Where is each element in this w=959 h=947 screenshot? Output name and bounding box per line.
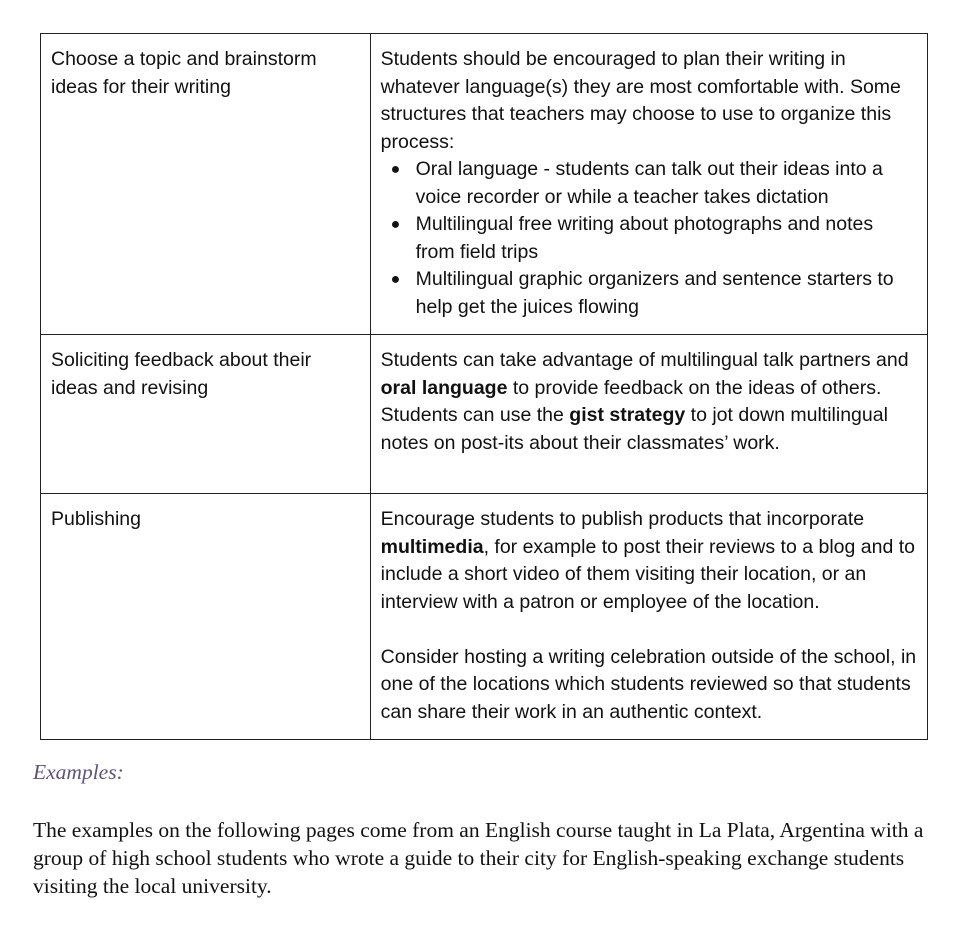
table-row-brainstorm (41, 34, 928, 335)
bold-term: oral language (380, 376, 508, 399)
strategy-intro: Students should be encouraged to plan their writing in whatever language(s) they are most comfortable with. Some structures that teachers may choose to use to organize this process: (380, 48, 901, 153)
list-item (381, 156, 917, 211)
examples-paragraph: The examples on the following pages come from an English course taught in La Plata, Argentina with a group of high school students who wrote a guide to their city for English-speaking exchange students visiting the local university. (33, 818, 924, 898)
stage-cell (41, 494, 371, 740)
stage-cell (41, 335, 371, 494)
strategy-paragraph: Consider hosting a writing celebration outside of the school, in one of the locations which students reviewed so that students can share their work in an authentic context. (380, 645, 917, 723)
strategy-paragraph (381, 347, 917, 402)
bullet-icon: ● (390, 161, 401, 178)
strategy-cell (370, 335, 927, 494)
stage-label: Publishing (51, 508, 141, 530)
bullet-icon: ● (390, 271, 401, 288)
stage-cell (41, 34, 371, 335)
strategy-paragraph (381, 506, 917, 616)
text-run: , for example to post their reviews to a blog and to include a short video of them visiting their location, or an interview with a patron or employee of the location. (380, 535, 915, 613)
writing-process-table (40, 33, 928, 740)
text-run: to provide feedback on the ideas of others. (507, 376, 882, 399)
text-run: Students can take advantage of multilingual talk partners and (380, 349, 909, 371)
strategy-cell (370, 494, 927, 740)
bold-term: multimedia (380, 535, 484, 558)
text-run: Encourage students to publish products that incorporate (380, 508, 865, 530)
list-item (381, 211, 917, 266)
stage-label: Soliciting feedback about their ideas and revising (51, 349, 312, 399)
list-item (381, 266, 917, 321)
bullet-icon: ● (390, 216, 401, 233)
text-run: to jot down multilingual notes on post-its about their classmates’ work. (380, 404, 888, 454)
strategy-bullet-list (381, 156, 917, 321)
paragraph-spacer (381, 616, 917, 644)
text-run: Students can use the (380, 404, 570, 426)
table-row-publishing (41, 494, 928, 740)
stage-label: Choose a topic and brainstorm ideas for their writing (51, 48, 317, 98)
bold-term: gist strategy (569, 404, 686, 426)
strategy-paragraph (381, 402, 917, 457)
examples-heading: Examples: (33, 760, 124, 784)
table-row-feedback (41, 335, 928, 494)
list-item-text: Multilingual free writing about photographs and notes from field trips (415, 213, 874, 263)
list-item-text: Oral language - students can talk out their ideas into a voice recorder or while a teacher takes dictation (415, 158, 883, 208)
list-item-text: Multilingual graphic organizers and sentence starters to help get the juices flowing (415, 268, 894, 318)
strategy-cell (370, 34, 927, 335)
